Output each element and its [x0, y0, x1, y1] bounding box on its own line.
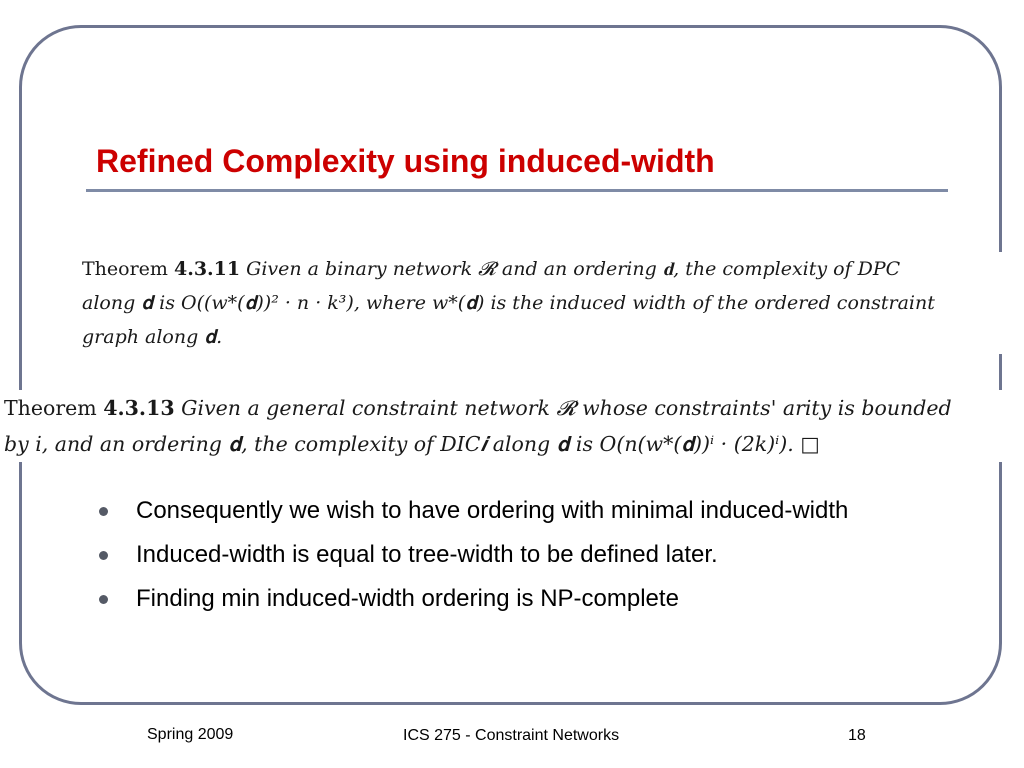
slide-title: Refined Complexity using induced-width [96, 143, 715, 179]
bullet-icon [99, 595, 108, 604]
theorem-label: Theorem [4, 396, 97, 420]
theorem-number: 4.3.13 [103, 396, 175, 420]
bullet-icon [99, 551, 108, 560]
theorem-text: along 𝐝 is O((w*(𝐝))² · n · k³), where w*(𝐝) is the induced width of the ordered constraint [82, 292, 935, 314]
bullet-text: Induced-width is equal to tree-width to be defined later. [136, 541, 718, 568]
footer-course: ICS 275 - Constraint Networks [403, 727, 620, 744]
title-underline [86, 189, 948, 192]
theorem-4-3-13 [4, 390, 1020, 462]
footer-date: Spring 2009 [147, 726, 234, 743]
theorem-4-3-11 [82, 252, 1022, 354]
theorem-line [4, 390, 1020, 426]
theorem-text: by i, and an ordering 𝐝, the complexity of DIC𝒊 along 𝐝 is O(n(w*(𝐝))ⁱ · (2k)ⁱ). □ [4, 432, 820, 456]
list-item [96, 539, 896, 571]
slide-number: 18 [848, 727, 866, 744]
list-item [96, 495, 896, 527]
theorem-label: Theorem [82, 258, 168, 280]
list-item [96, 583, 896, 615]
theorem-text: Given a binary network 𝓡 and an ordering 𝐝, the complexity of DPC [246, 258, 901, 280]
theorem-text: Given a general constraint network 𝓡 whose constraints' arity is bounded [181, 396, 952, 420]
bullet-icon [99, 507, 108, 516]
theorem-number: 4.3.11 [173, 258, 241, 280]
bullet-text: Finding min induced-width ordering is NP-complete [136, 585, 679, 612]
bullet-text: Consequently we wish to have ordering with minimal induced-width [136, 497, 849, 524]
theorem-line [82, 252, 1022, 286]
theorem-text: graph along 𝐝. [82, 326, 223, 348]
bullet-list [96, 495, 896, 627]
